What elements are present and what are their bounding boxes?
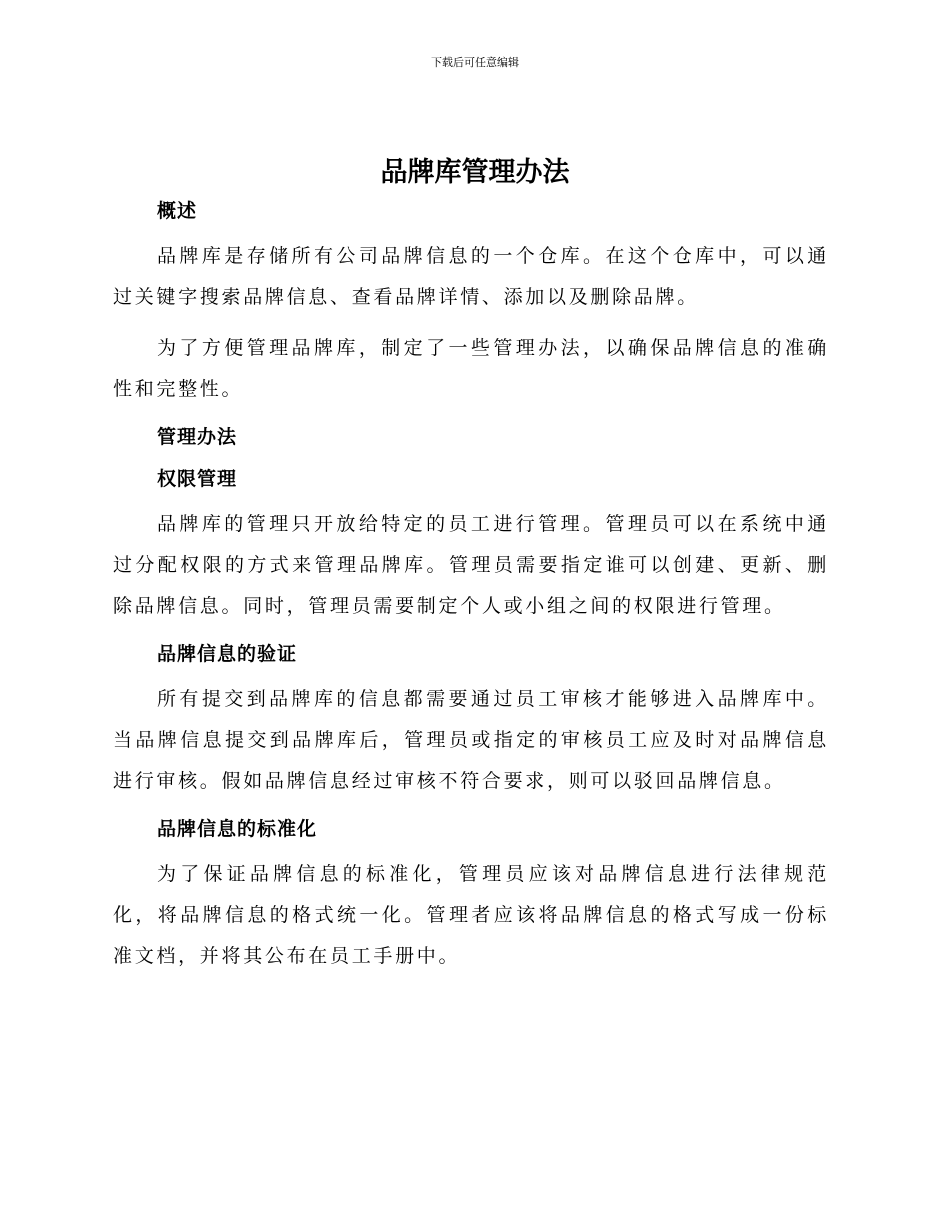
paragraph-overview-2: 为了方便管理品牌库，制定了一些管理办法，以确保品牌信息的准确性和完整性。	[113, 337, 829, 400]
paragraph-verification: 所有提交到品牌库的信息都需要通过员工审核才能够进入品牌库中。当品牌信息提交到品牌库后，管理员或指定的审核员工应及时对品牌信息进行审核。假如品牌信息经过审核不符合要求，则可以驳回品牌信息。	[113, 688, 829, 792]
document-body	[113, 194, 829, 987]
section-heading-permissions: 权限管理	[157, 468, 238, 490]
section-heading-management: 管理办法	[157, 426, 238, 448]
section-heading-overview: 概述	[157, 200, 198, 222]
paragraph-overview-1: 品牌库是存储所有公司品牌信息的一个仓库。在这个仓库中，可以通过关键字搜索品牌信息、查看品牌详情、添加以及删除品牌。	[113, 245, 829, 308]
page-header-note: 下载后可任意编辑	[431, 56, 519, 69]
document-title: 品牌库管理办法	[380, 157, 570, 188]
section-heading-verification: 品牌信息的验证	[157, 643, 298, 665]
section-heading-standardization: 品牌信息的标准化	[157, 818, 318, 840]
paragraph-permissions: 品牌库的管理只开放给特定的员工进行管理。管理员可以在系统中通过分配权限的方式来管理品牌库。管理员需要指定谁可以创建、更新、删除品牌信息。同时，管理员需要制定个人或小组之间的权限进行管理。	[113, 513, 829, 617]
paragraph-standardization: 为了保证品牌信息的标准化，管理员应该对品牌信息进行法律规范化，将品牌信息的格式统一化。管理者应该将品牌信息的格式写成一份标准文档，并将其公布在员工手册中。	[113, 863, 829, 967]
